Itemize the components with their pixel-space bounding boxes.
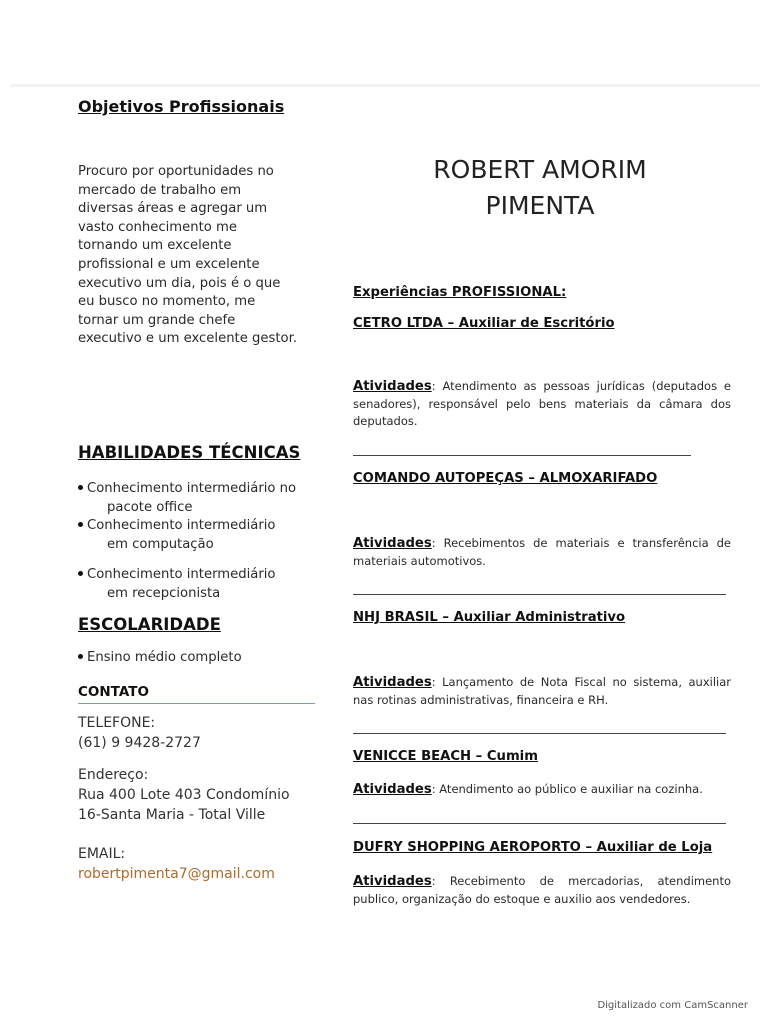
job-description	[353, 378, 731, 431]
bullet-icon	[78, 522, 83, 527]
activities-label: Atividades	[353, 782, 432, 797]
objective-text	[78, 163, 328, 349]
objective-line: Procuro por oportunidades no	[78, 164, 274, 179]
job-activities-text: : Recebimento de mercadorias, atendimento publico, organização do estoque e auxilio aos vendedores.	[353, 874, 731, 906]
address-line: Rua 400 Lote 403 Condomínio	[78, 787, 290, 803]
skill-item	[78, 565, 276, 603]
objective-line: executivo e um excelente gestor.	[78, 331, 298, 347]
bullet-icon	[78, 654, 83, 659]
skill-line: pacote office	[107, 500, 193, 515]
skill-line: Conhecimento intermediário	[87, 567, 276, 582]
activities-label: Atividades	[353, 536, 432, 551]
objective-line: executivo um dia, pois é o que	[78, 275, 281, 291]
objective-line: profissional e um excelente	[78, 256, 260, 272]
job-description	[353, 873, 731, 908]
skill-line: Conhecimento intermediário no	[87, 481, 297, 496]
job-title: VENICCE BEACH – Cumim	[353, 749, 538, 764]
job-title: DUFRY SHOPPING AEROPORTO – Auxiliar de Loja	[353, 840, 713, 855]
job-activities-text: : Atendimento as pessoas jurídicas (deputados e senadores), responsável pelo bens materiais da câmara dos deputados.	[353, 379, 731, 428]
phone-label: TELEFONE:	[78, 715, 156, 731]
job-divider	[353, 594, 726, 595]
job-title: COMANDO AUTOPEÇAS – ALMOXARIFADO	[353, 471, 658, 486]
job-description	[353, 535, 731, 570]
skills-heading: HABILIDADES TÉCNICAS	[78, 443, 301, 462]
bullet-icon	[78, 485, 83, 490]
contact-heading: CONTATO	[78, 684, 149, 700]
experience-heading: Experiências PROFISSIONAL:	[353, 285, 567, 300]
phone-number: (61) 9 9428-2727	[78, 735, 201, 751]
skill-item	[78, 479, 296, 517]
objective-line: vasto conhecimento me	[78, 219, 237, 235]
job-description	[353, 781, 731, 799]
email-block	[78, 844, 275, 884]
job-divider	[353, 733, 726, 734]
skill-line: em recepcionista	[107, 586, 221, 601]
education-item	[78, 650, 242, 665]
job-activities-text: : Lançamento de Nota Fiscal no sistema, auxiliar nas rotinas administrativas, financeira e RH.	[353, 675, 731, 707]
education-text: Ensino médio completo	[87, 650, 242, 665]
objective-line: tornar um grande chefe	[78, 312, 236, 328]
objective-line: tornando um excelente	[78, 238, 232, 254]
education-heading: ESCOLARIDADE	[78, 615, 221, 634]
contact-divider	[78, 703, 315, 704]
address-block	[78, 765, 290, 825]
job-title: NHJ BRASIL – Auxiliar Administrativo	[353, 610, 626, 625]
bullet-icon	[78, 571, 83, 576]
page-top-divider	[10, 84, 760, 87]
objective-line: diversas áreas e agregar um	[78, 201, 268, 217]
skill-line: em computação	[107, 537, 214, 552]
job-activities-text: : Recebimentos de materiais e transferência de materiais automotivos.	[353, 536, 731, 568]
activities-label: Atividades	[353, 874, 432, 889]
job-divider	[353, 455, 691, 456]
address-line: 16-Santa Maria - Total Ville	[78, 807, 266, 823]
skill-item	[78, 516, 276, 554]
candidate-name	[330, 152, 750, 224]
name-line: ROBERT AMORIM	[433, 155, 647, 184]
objective-line: eu busco no momento, me	[78, 294, 256, 310]
job-description	[353, 674, 731, 709]
objective-heading: Objetivos Profissionais	[78, 97, 285, 116]
address-label: Endereço:	[78, 767, 149, 783]
job-title: CETRO LTDA – Auxiliar de Escritório	[353, 316, 615, 331]
job-divider	[353, 823, 726, 824]
scanner-watermark: Digitalizado com CamScanner	[597, 1000, 748, 1011]
name-line: PIMENTA	[485, 191, 595, 220]
email-link[interactable]: robertpimenta7@gmail.com	[78, 866, 275, 882]
objective-line: mercado de trabalho em	[78, 182, 242, 198]
activities-label: Atividades	[353, 379, 432, 394]
job-activities-text: : Atendimento ao público e auxiliar na cozinha.	[431, 782, 703, 796]
email-label: EMAIL:	[78, 846, 126, 862]
skill-line: Conhecimento intermediário	[87, 518, 276, 533]
activities-label: Atividades	[353, 675, 432, 690]
phone-block	[78, 713, 201, 753]
